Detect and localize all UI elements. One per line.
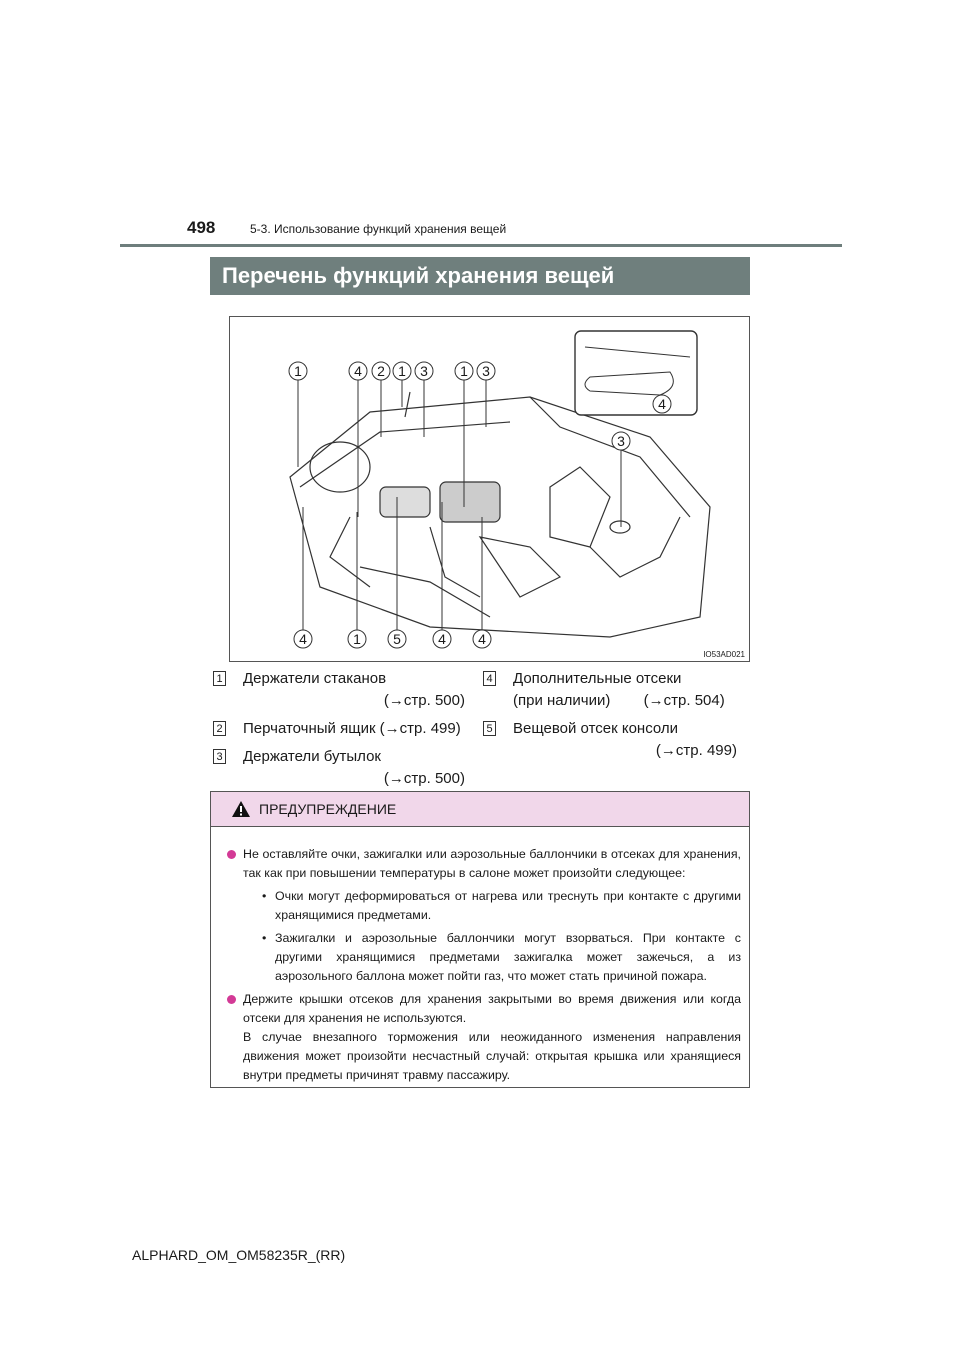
warning-header xyxy=(211,792,749,827)
svg-text:4: 4 xyxy=(354,363,362,379)
svg-text:4: 4 xyxy=(478,631,486,647)
warning-subitem xyxy=(243,929,741,986)
legend-label: Держатели стаканов xyxy=(243,670,387,687)
legend-ref: (→стр. 499) xyxy=(655,742,737,759)
svg-text:3: 3 xyxy=(420,363,428,379)
mirror-inset xyxy=(575,331,697,415)
page-number: 498 xyxy=(187,218,216,237)
warning-text: В случае внезапного торможения или неожиданного изменения направления движения может произойти несчастный случай: открытая крышка или хранящиеся внутри предметы причинят травму пассажиру. xyxy=(243,1030,741,1082)
legend-item xyxy=(213,668,465,712)
interior-illustration xyxy=(229,316,750,662)
warning-triangle-icon xyxy=(231,800,251,818)
svg-text:1: 1 xyxy=(460,363,468,379)
legend-number: 2 xyxy=(213,721,226,736)
callout-top-5 xyxy=(415,362,433,380)
warning-text: Держите крышки отсеков для хранения закрытыми во время движения или когда отсеки для хранения не используются. xyxy=(243,992,741,1025)
figure-code: IO53AD021 xyxy=(703,650,745,659)
legend-number: 3 xyxy=(213,749,226,764)
steering-wheel xyxy=(310,442,370,492)
header-divider xyxy=(120,244,842,247)
warning-bullet xyxy=(225,990,741,1085)
page-title: Перечень функций хранения вещей xyxy=(210,257,750,295)
callout-top-1 xyxy=(289,362,307,380)
callout-top-3 xyxy=(372,362,390,380)
legend-item xyxy=(213,718,465,740)
warning-title: ПРЕДУПРЕЖДЕНИЕ xyxy=(259,801,397,817)
svg-text:1: 1 xyxy=(398,363,406,379)
dot-icon: • xyxy=(262,889,267,903)
callout-bottom-2 xyxy=(348,630,366,648)
legend-item xyxy=(213,746,465,790)
legend-number: 1 xyxy=(213,671,226,686)
warning-subitem xyxy=(243,887,741,925)
legend-right xyxy=(483,668,737,768)
warning-text: Зажигалки и аэрозольные баллончики могут взорваться. При контакте с другими хранящимися предметами зажигалка может зажечься, а из аэрозольного баллона может пойти газ, что может стать причиной пожара. xyxy=(275,931,741,983)
callout-bottom-3 xyxy=(388,630,406,648)
callout-top-6 xyxy=(455,362,473,380)
legend-item xyxy=(483,668,737,712)
svg-text:5: 5 xyxy=(393,631,401,647)
legend-left xyxy=(213,668,465,796)
warning-text: Не оставляйте очки, зажигалки или аэрозольные баллончики в отсеках для хранения, так как при повышении температуры в салоне может произойти следующее: xyxy=(243,847,741,880)
car-interior-drawing xyxy=(230,317,749,661)
legend-ref: (при наличии) (→стр. 504) xyxy=(513,692,725,709)
bullet-icon xyxy=(227,995,236,1004)
legend-ref: (→стр. 500) xyxy=(383,692,465,709)
callout-side-3 xyxy=(612,432,630,450)
warning-body xyxy=(211,827,749,1085)
legend-ref: (→стр. 500) xyxy=(383,770,465,787)
svg-text:4: 4 xyxy=(658,396,666,412)
warning-text: Очки могут деформироваться от нагрева или треснуть при контакте с другими хранящимися предметами. xyxy=(275,889,741,922)
section-breadcrumb: 5-3. Использование функций хранения вещей xyxy=(250,222,507,236)
callout-bottom-4 xyxy=(433,630,451,648)
callout-top-7 xyxy=(477,362,495,380)
document-id: ALPHARD_OM_OM58235R_(RR) xyxy=(132,1247,346,1263)
svg-text:1: 1 xyxy=(353,631,361,647)
legend-label: Вещевой отсек консоли xyxy=(513,720,679,737)
callout-top-2 xyxy=(349,362,367,380)
bullet-icon xyxy=(227,850,236,859)
svg-text:1: 1 xyxy=(294,363,302,379)
svg-text:3: 3 xyxy=(482,363,490,379)
svg-text:2: 2 xyxy=(377,363,385,379)
legend-number: 4 xyxy=(483,671,496,686)
svg-text:4: 4 xyxy=(299,631,307,647)
legend-number: 5 xyxy=(483,721,496,736)
svg-text:3: 3 xyxy=(617,433,625,449)
svg-text:4: 4 xyxy=(438,631,446,647)
legend-item xyxy=(483,718,737,762)
warning-box xyxy=(210,791,750,1088)
legend-label: Перчаточный ящик (→стр. 499) xyxy=(243,720,461,737)
legend-label: Держатели бутылок xyxy=(243,748,381,765)
legend-label: Дополнительные отсеки xyxy=(513,670,682,687)
callout-side-4 xyxy=(653,395,671,413)
dot-icon: • xyxy=(262,931,267,945)
warning-bullet xyxy=(225,845,741,986)
callout-bottom-5 xyxy=(473,630,491,648)
callout-top-4 xyxy=(393,362,411,380)
callout-bottom-1 xyxy=(294,630,312,648)
